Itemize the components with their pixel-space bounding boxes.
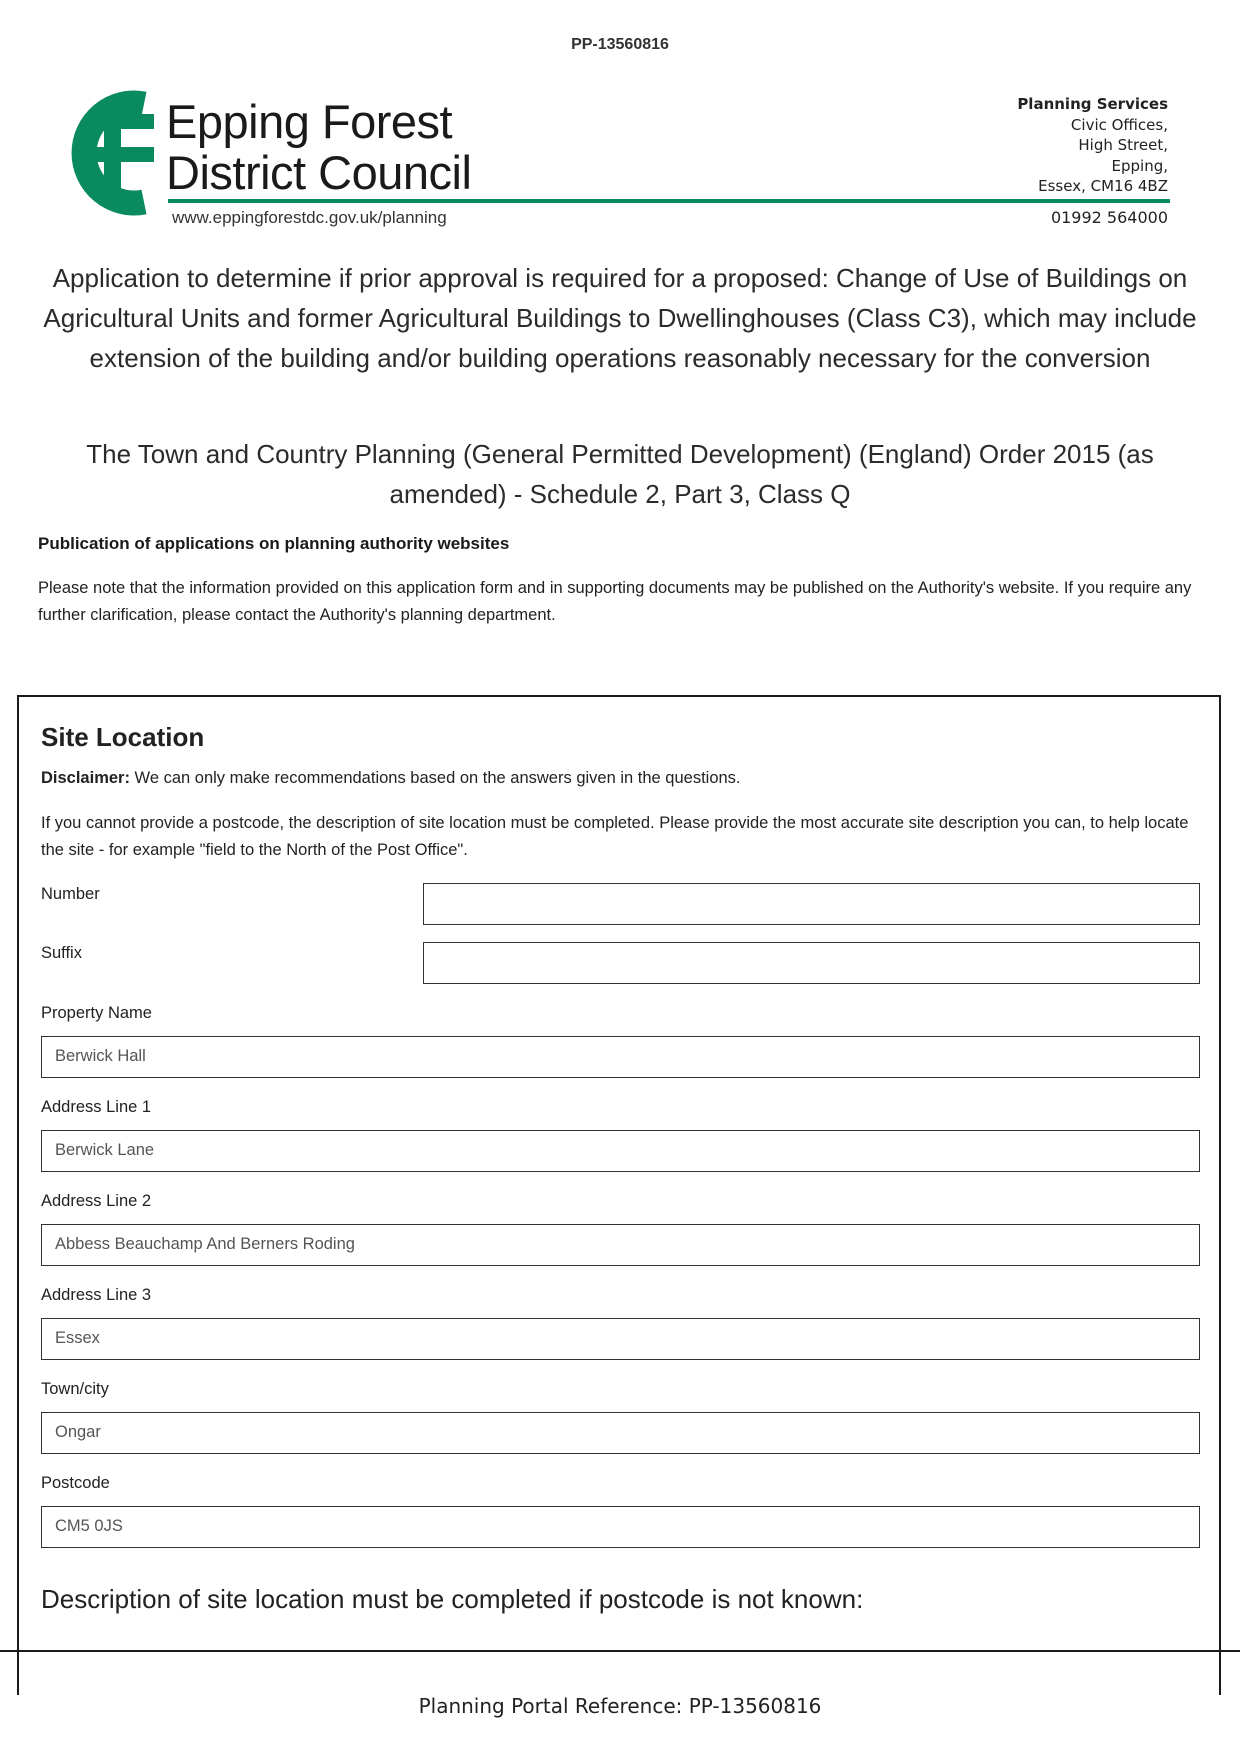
property-name-field[interactable]: Berwick Hall bbox=[41, 1036, 1200, 1078]
address-line-3-label: Address Line 3 bbox=[41, 1286, 152, 1304]
council-name bbox=[166, 96, 471, 198]
council-website: www.eppingforestdc.gov.uk/planning bbox=[172, 208, 447, 227]
council-name-line-1: Epping Forest bbox=[166, 95, 453, 148]
postcode-field[interactable]: CM5 0JS bbox=[41, 1506, 1200, 1548]
council-name-line-2: District Council bbox=[166, 146, 472, 199]
address-line-1-label: Address Line 1 bbox=[41, 1098, 152, 1116]
council-logo-icon bbox=[56, 90, 156, 216]
address-line-1-field[interactable]: Berwick Lane bbox=[41, 1130, 1200, 1172]
site-description-heading: Description of site location must be completed if postcode is not known: bbox=[41, 1584, 864, 1614]
town-city-label: Town/city bbox=[41, 1380, 109, 1398]
contact-phone: 01992 564000 bbox=[1050, 208, 1168, 227]
address-line-2-label: Address Line 2 bbox=[41, 1192, 152, 1210]
suffix-field[interactable] bbox=[423, 942, 1200, 984]
order-title: The Town and Country Planning (General Permitted Development) (England) Order 2015 (as amended) - Schedule 2, Part 3, Class Q bbox=[86, 439, 1154, 509]
service-name: Planning Services bbox=[1017, 95, 1168, 113]
address-line-3-field[interactable]: Essex bbox=[41, 1318, 1200, 1360]
number-field[interactable] bbox=[423, 883, 1200, 925]
publication-heading: Publication of applications on planning authority websites bbox=[38, 534, 510, 553]
page-break-rule bbox=[0, 1650, 1240, 1652]
address-line-2-field[interactable]: Abbess Beauchamp And Berners Roding bbox=[41, 1224, 1200, 1266]
address-line: Essex, CM16 4BZ bbox=[1038, 177, 1168, 195]
address-line: Epping, bbox=[1111, 156, 1168, 175]
footer-reference: Planning Portal Reference: PP-13560816 bbox=[418, 1694, 822, 1718]
address-line: High Street, bbox=[1078, 136, 1168, 154]
letterhead-rule bbox=[168, 199, 1170, 203]
postcode-note: If you cannot provide a postcode, the description of site location must be completed. Please provide the most accurate site description you can, to help locate the site - for example "field to the North of the Post Office". bbox=[41, 814, 1189, 859]
disclaimer-text: We can only make recommendations based on the answers given in the questions. bbox=[129, 769, 741, 787]
town-city-field[interactable]: Ongar bbox=[41, 1412, 1200, 1454]
document-reference: PP-13560816 bbox=[571, 36, 669, 53]
contact-address bbox=[1017, 94, 1168, 197]
property-name-label: Property Name bbox=[41, 1004, 152, 1022]
disclaimer bbox=[41, 769, 741, 788]
number-label: Number bbox=[41, 885, 100, 903]
publication-text: Please note that the information provided on this application form and in supporting documents may be published on the Authority's website. If you require any further clarification, please contact the Authority's planning department. bbox=[38, 579, 1192, 624]
application-title: Application to determine if prior approval is required for a proposed: Change of Use of Buildings on Agricultural Units and former Agricultural Buildings to Dwellinghouses (Class C3), which may include extension of the building and/or building operations reasonably necessary for the conversion bbox=[43, 263, 1197, 373]
disclaimer-label: Disclaimer: bbox=[41, 769, 130, 787]
site-location-heading: Site Location bbox=[41, 722, 205, 752]
suffix-label: Suffix bbox=[41, 944, 82, 962]
address-line: Civic Offices, bbox=[1070, 115, 1168, 134]
postcode-label: Postcode bbox=[41, 1474, 110, 1492]
